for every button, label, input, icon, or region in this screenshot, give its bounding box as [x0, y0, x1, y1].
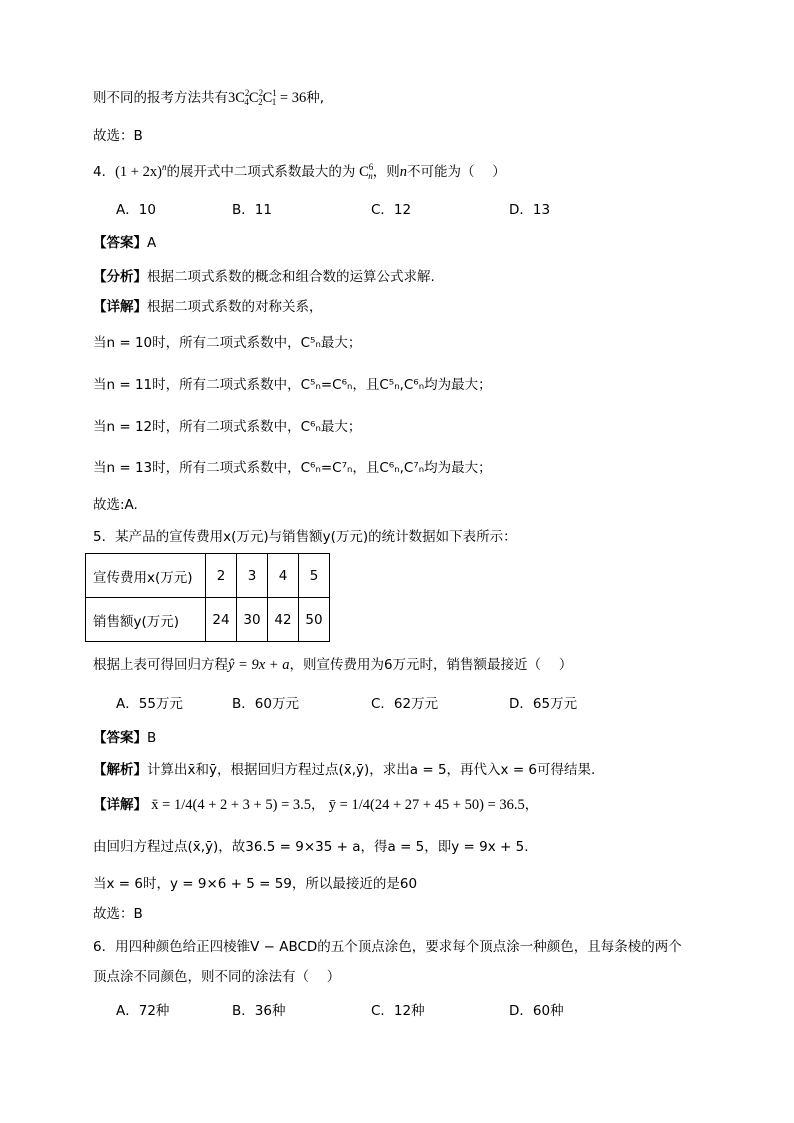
table-cell: 30: [237, 598, 268, 642]
q4-conclusion: 故选:A.: [93, 497, 138, 513]
q5-answer-tag: 【答案】: [93, 730, 147, 746]
q5-option-a[interactable]: A．55万元: [116, 696, 183, 712]
q4-number: 4．: [93, 164, 116, 180]
q5-regression-line: 由回归方程过点(x̄,ȳ)，故36.5 = 9×35 + a，得a = 5，即y = 9x + 5.: [93, 839, 529, 855]
q5-detail: 【详解】 x̄ = 1/4(4 + 2 + 3 + 5) = 3.5， ȳ = 1/4(24 + 27 + 45 + 50) = 36.5，: [93, 797, 539, 813]
q5-analysis-text: 计算出x̄和ȳ，根据回归方程过点(x̄,ȳ)，求出a = 5，再代入x = 6可得结果.: [147, 762, 596, 778]
q4-case-3: 当n = 12时，所有二项式系数中，C⁶ₙ最大；: [93, 419, 362, 435]
q5-option-c[interactable]: C．62万元: [371, 696, 439, 712]
q5-analysis-tag: 【解析】: [93, 762, 147, 778]
table-cell: 50: [299, 598, 330, 642]
q4-comb-sup: 6: [368, 162, 374, 172]
q4-comb-sub: n: [368, 171, 373, 181]
q6-stem-1: [93, 937, 682, 957]
q5-regression-eq: ŷ = 9x + a: [228, 657, 290, 673]
q4-binomial-base: (1 + 2x): [115, 164, 162, 180]
table-cell: 5: [299, 554, 330, 598]
q4-analysis-text: 根据二项式系数的概念和组合数的运算公式求解.: [147, 269, 435, 285]
q4-stem-n: n: [399, 164, 407, 180]
q4-case-1: 当n = 10时，所有二项式系数中，C⁵ₙ最大；: [93, 335, 362, 351]
q6-option-d[interactable]: D．60种: [509, 1003, 564, 1019]
q4-case-4: 当n = 13时，所有二项式系数中，C⁶ₙ=C⁷ₙ，且C⁶ₙ,C⁷ₙ均为最大；: [93, 460, 492, 476]
q5-substitution: 当x = 6时，y = 9×6 + 5 = 59，所以最接近的是60: [93, 876, 418, 892]
table-row: [86, 554, 330, 598]
table-cell: 4: [268, 554, 299, 598]
q3-result-formula: $3C^2_4C^2_2C^1_1 = 36$: [228, 88, 307, 107]
table-cell: 3: [237, 554, 268, 598]
q5-stem-2: [93, 655, 572, 675]
q5-option-b[interactable]: B．60万元: [232, 696, 299, 712]
q5-mean-y: ȳ = 1/4(24 + 27 + 45 + 50) = 36.5: [328, 797, 525, 813]
q4-answer-tag: 【答案】: [93, 235, 147, 251]
q4-detail-tag: 【详解】: [93, 299, 147, 315]
q4-detail-text: 根据二项式系数的对称关系，: [147, 299, 323, 315]
q4-stem-post2: 不可能为（ ）: [406, 164, 506, 180]
q5-stem: [93, 527, 517, 547]
q3-answer: 故选：B: [93, 128, 143, 144]
q3-result-suffix: 种,: [306, 90, 324, 106]
q6-option-a[interactable]: A．72种: [116, 1003, 170, 1019]
q6-stem-2: 顶点涂不同颜色，则不同的涂法有（ ）: [93, 969, 341, 985]
q3-result-text: 则不同的报考方法共有: [93, 90, 228, 106]
q4-binomial-exp: n: [161, 162, 167, 172]
q4-option-c[interactable]: C．12: [371, 202, 412, 218]
q4-answer-value: A: [147, 235, 157, 251]
q3-result-line: [93, 88, 324, 109]
q6-option-b[interactable]: B．36种: [232, 1003, 286, 1019]
q5-conclusion: 故选：B: [93, 906, 143, 922]
q4-stem-post1: ，则: [372, 164, 400, 180]
q5-number: 5．: [93, 529, 116, 545]
q4-binomial: [115, 164, 166, 180]
q5-option-d[interactable]: D．65万元: [509, 696, 578, 712]
table-row: [86, 598, 330, 642]
table-header-x: 宣传费用x(万元): [86, 554, 206, 598]
q5-stem2-post: ，则宣传费用为6万元时，销售额最接近（ ）: [289, 657, 573, 673]
q4-analysis-tag: 【分析】: [93, 269, 147, 285]
q6-number: 6．: [93, 939, 116, 955]
table-cell: 2: [206, 554, 237, 598]
q5-data-table: [85, 553, 330, 642]
q4-answer: [93, 233, 156, 253]
q5-answer-value: B: [147, 730, 157, 746]
q4-analysis: [93, 267, 435, 287]
q4-case-2: 当n = 11时，所有二项式系数中，C⁵ₙ=C⁶ₙ，且C⁵ₙ,C⁶ₙ均为最大；: [93, 377, 492, 393]
q5-detail-tag: 【详解】: [93, 797, 147, 813]
q5-answer: [93, 728, 156, 748]
q4-comb: [355, 164, 372, 180]
q6-option-c[interactable]: C．12种: [371, 1003, 425, 1019]
table-cell: 24: [206, 598, 237, 642]
q6-stem1-text: 用四种颜色给正四棱锥V − ABCD的五个顶点涂色，要求每个顶点涂一种颜色，且每条棱的两个: [115, 939, 682, 955]
q4-stem: [93, 162, 506, 183]
q4-stem-mid: 的展开式中二项式系数最大的为: [166, 164, 356, 180]
q4-option-b[interactable]: B．11: [232, 202, 272, 218]
q4-option-d[interactable]: D．13: [509, 202, 551, 218]
table-header-y: 销售额y(万元): [86, 598, 206, 642]
q5-mean-x: x̄ = 1/4(4 + 2 + 3 + 5) = 3.5: [151, 797, 311, 813]
q5-analysis: [93, 760, 595, 780]
q4-comb-c: C: [359, 164, 369, 180]
q5-stem2-pre: 根据上表可得回归方程: [93, 657, 228, 673]
q4-option-a[interactable]: A．10: [116, 202, 156, 218]
q5-stem-text: 某产品的宣传费用x(万元)与销售额y(万元)的统计数据如下表所示：: [115, 529, 517, 545]
q4-detail: [93, 297, 323, 317]
table-cell: 42: [268, 598, 299, 642]
